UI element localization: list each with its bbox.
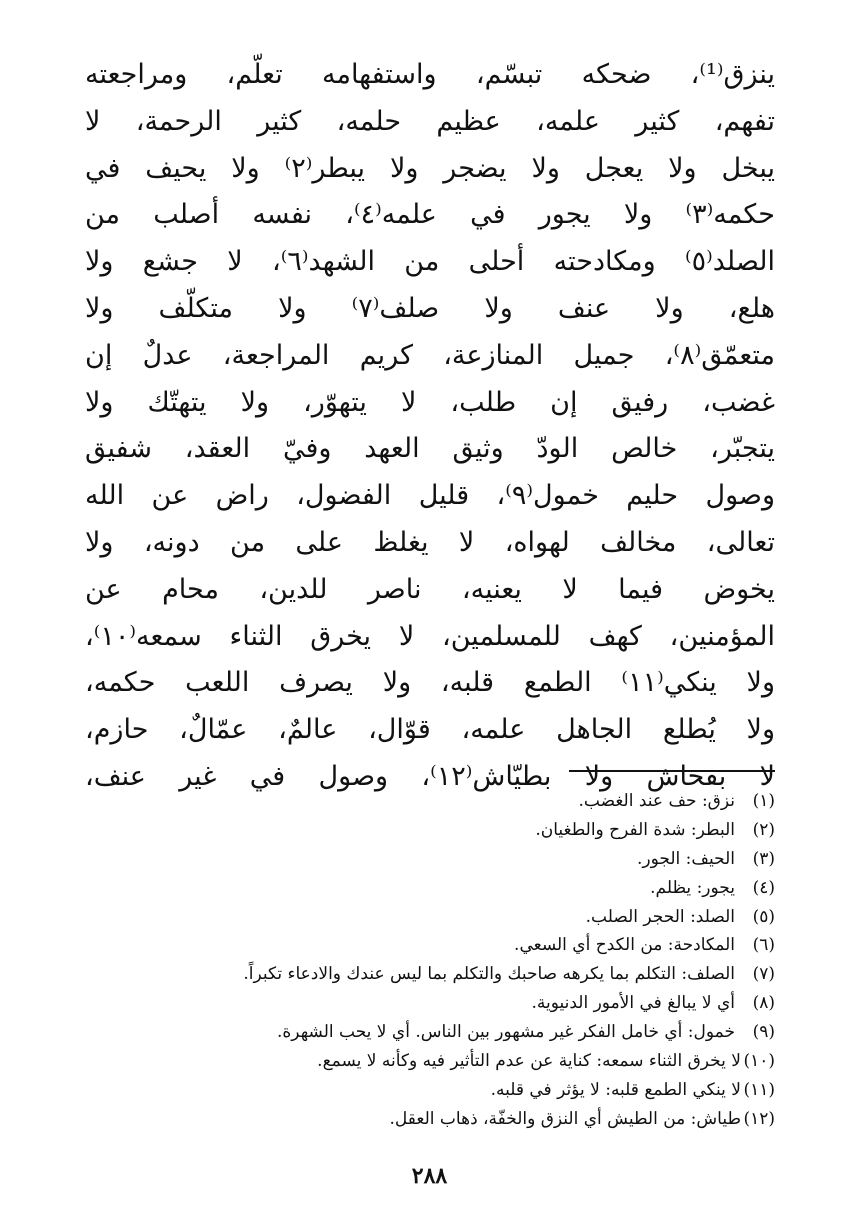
text-line: ولا ينكي⁽١١⁾ الطمع قلبه، ولا يصرف اللعب حكمه،: [85, 667, 775, 699]
footnote: [75, 903, 775, 932]
footnote-number: (٨): [752, 993, 775, 1014]
text-line: تفهم، كثير علمه، عظيم حلمه، كثير الرحمة، لا: [85, 105, 775, 137]
footnote-text: نزق: حف عند الغضب.: [578, 791, 735, 811]
footnote-number: (١٠): [743, 1051, 775, 1072]
footnote-text: طياش: من الطيش أي النزق والخفّة، ذهاب العقل.: [389, 1108, 741, 1129]
text-line: ينزق⁽¹⁾، ضحكه تبسّم، واستفهامه تعلّم، ومراجعته: [85, 59, 775, 90]
text-line: لا بفحاش ولا بطيّاش⁽١٢⁾، وصول في غير عنف،: [85, 760, 775, 792]
text-line: هلع، ولا عنف ولا صلف⁽٧⁾ ولا متكلّف ولا: [85, 292, 775, 324]
footnote: [75, 1047, 775, 1076]
footnote: [75, 1018, 775, 1047]
footnote-number: (٧): [752, 964, 775, 985]
text-line: متعمّق⁽٨⁾، جميل المنازعة، كريم المراجعة، عدلٌ إن: [85, 339, 775, 371]
footnote-text: الحيف: الجور.: [636, 848, 735, 869]
footnote-text: خمول: أي خامل الفكر غير مشهور بين الناس. أي لا يحب الشهرة.: [277, 1022, 735, 1043]
footnote-number: (٥): [752, 906, 775, 927]
text-line: يتجبّر، خالص الودّ وثيق العهد وفيّ العقد، شفيق: [85, 433, 775, 465]
footnote: [75, 874, 775, 903]
footnote-text: الصلف: التكلم بما يكرهه صاحبك والتكلم بما ليس عندك والادعاء تكبراً.: [243, 964, 735, 985]
footnote-number: (١١): [743, 1079, 775, 1100]
text-line: المؤمنين، كهف للمسلمين، لا يخرق الثناء سمعه⁽١٠⁾،: [85, 620, 775, 652]
text-line: الصلد⁽٥⁾ ومكادحته أحلى من الشهد⁽٦⁾، لا جشع ولا: [85, 246, 775, 278]
footnote: [75, 1105, 775, 1134]
footnote-text: أي لا يبالغ في الأمور الدنيوية.: [531, 993, 735, 1014]
footnotes-list: [75, 787, 775, 1134]
footnote-text: المكادحة: من الكدح أي السعي.: [514, 935, 735, 956]
footnote-number: (٦): [752, 935, 775, 956]
footnote: [75, 1076, 775, 1105]
footnote: [75, 816, 775, 845]
footnote-number: (٩): [752, 1022, 775, 1043]
text-line: ولا يُطلع الجاهل علمه، قوّال، عالمٌ، عمّالٌ، حازم،: [85, 714, 775, 746]
footnote-text: البطر: شدة الفرح والطغيان.: [535, 819, 735, 840]
footnote-text: الصلد: الحجر الصلب.: [585, 906, 735, 927]
text-line: وصول حليم خمول⁽٩⁾، قليل الفضول، راض عن الله: [85, 480, 775, 512]
footnote-number: (١٢): [743, 1108, 775, 1129]
footnote: [75, 845, 775, 874]
text-line: تعالى، مخالف لهواه، لا يغلظ على من دونه، ولا: [85, 526, 775, 558]
footnote: [75, 787, 775, 816]
footnote-text: لا يخرق الثناء سمعه: كناية عن عدم التأثير فيه وكأنه لا يسمع.: [317, 1051, 741, 1072]
footnote-number: (١): [752, 791, 775, 811]
footnote-text: لا ينكي الطمع قلبه: لا يؤثر في قلبه.: [490, 1079, 741, 1100]
text-line: غضب، رفيق إن طلب، لا يتهوّر، ولا يتهتّك ولا: [85, 386, 775, 418]
footnote-text: يجور: يظلم.: [650, 877, 735, 898]
footnote-separator: [569, 770, 775, 772]
footnote-number: (٢): [752, 819, 775, 840]
main-text-block: [85, 52, 775, 801]
footnote: [75, 931, 775, 960]
text-line: يبخل ولا يعجل ولا يضجر ولا يبطر⁽٢⁾ ولا يحيف في: [85, 152, 775, 184]
page-number: ٢٨٨: [411, 1163, 448, 1189]
footnote: [75, 960, 775, 989]
footnote-number: (٣): [752, 848, 775, 869]
footnote: [75, 989, 775, 1018]
text-line: يخوض فيما لا يعنيه، ناصر للدين، محام عن: [85, 573, 775, 605]
text-line: حكمه⁽٣⁾ ولا يجور في علمه⁽٤⁾، نفسه أصلب من: [85, 199, 775, 231]
footnote-number: (٤): [752, 877, 775, 898]
